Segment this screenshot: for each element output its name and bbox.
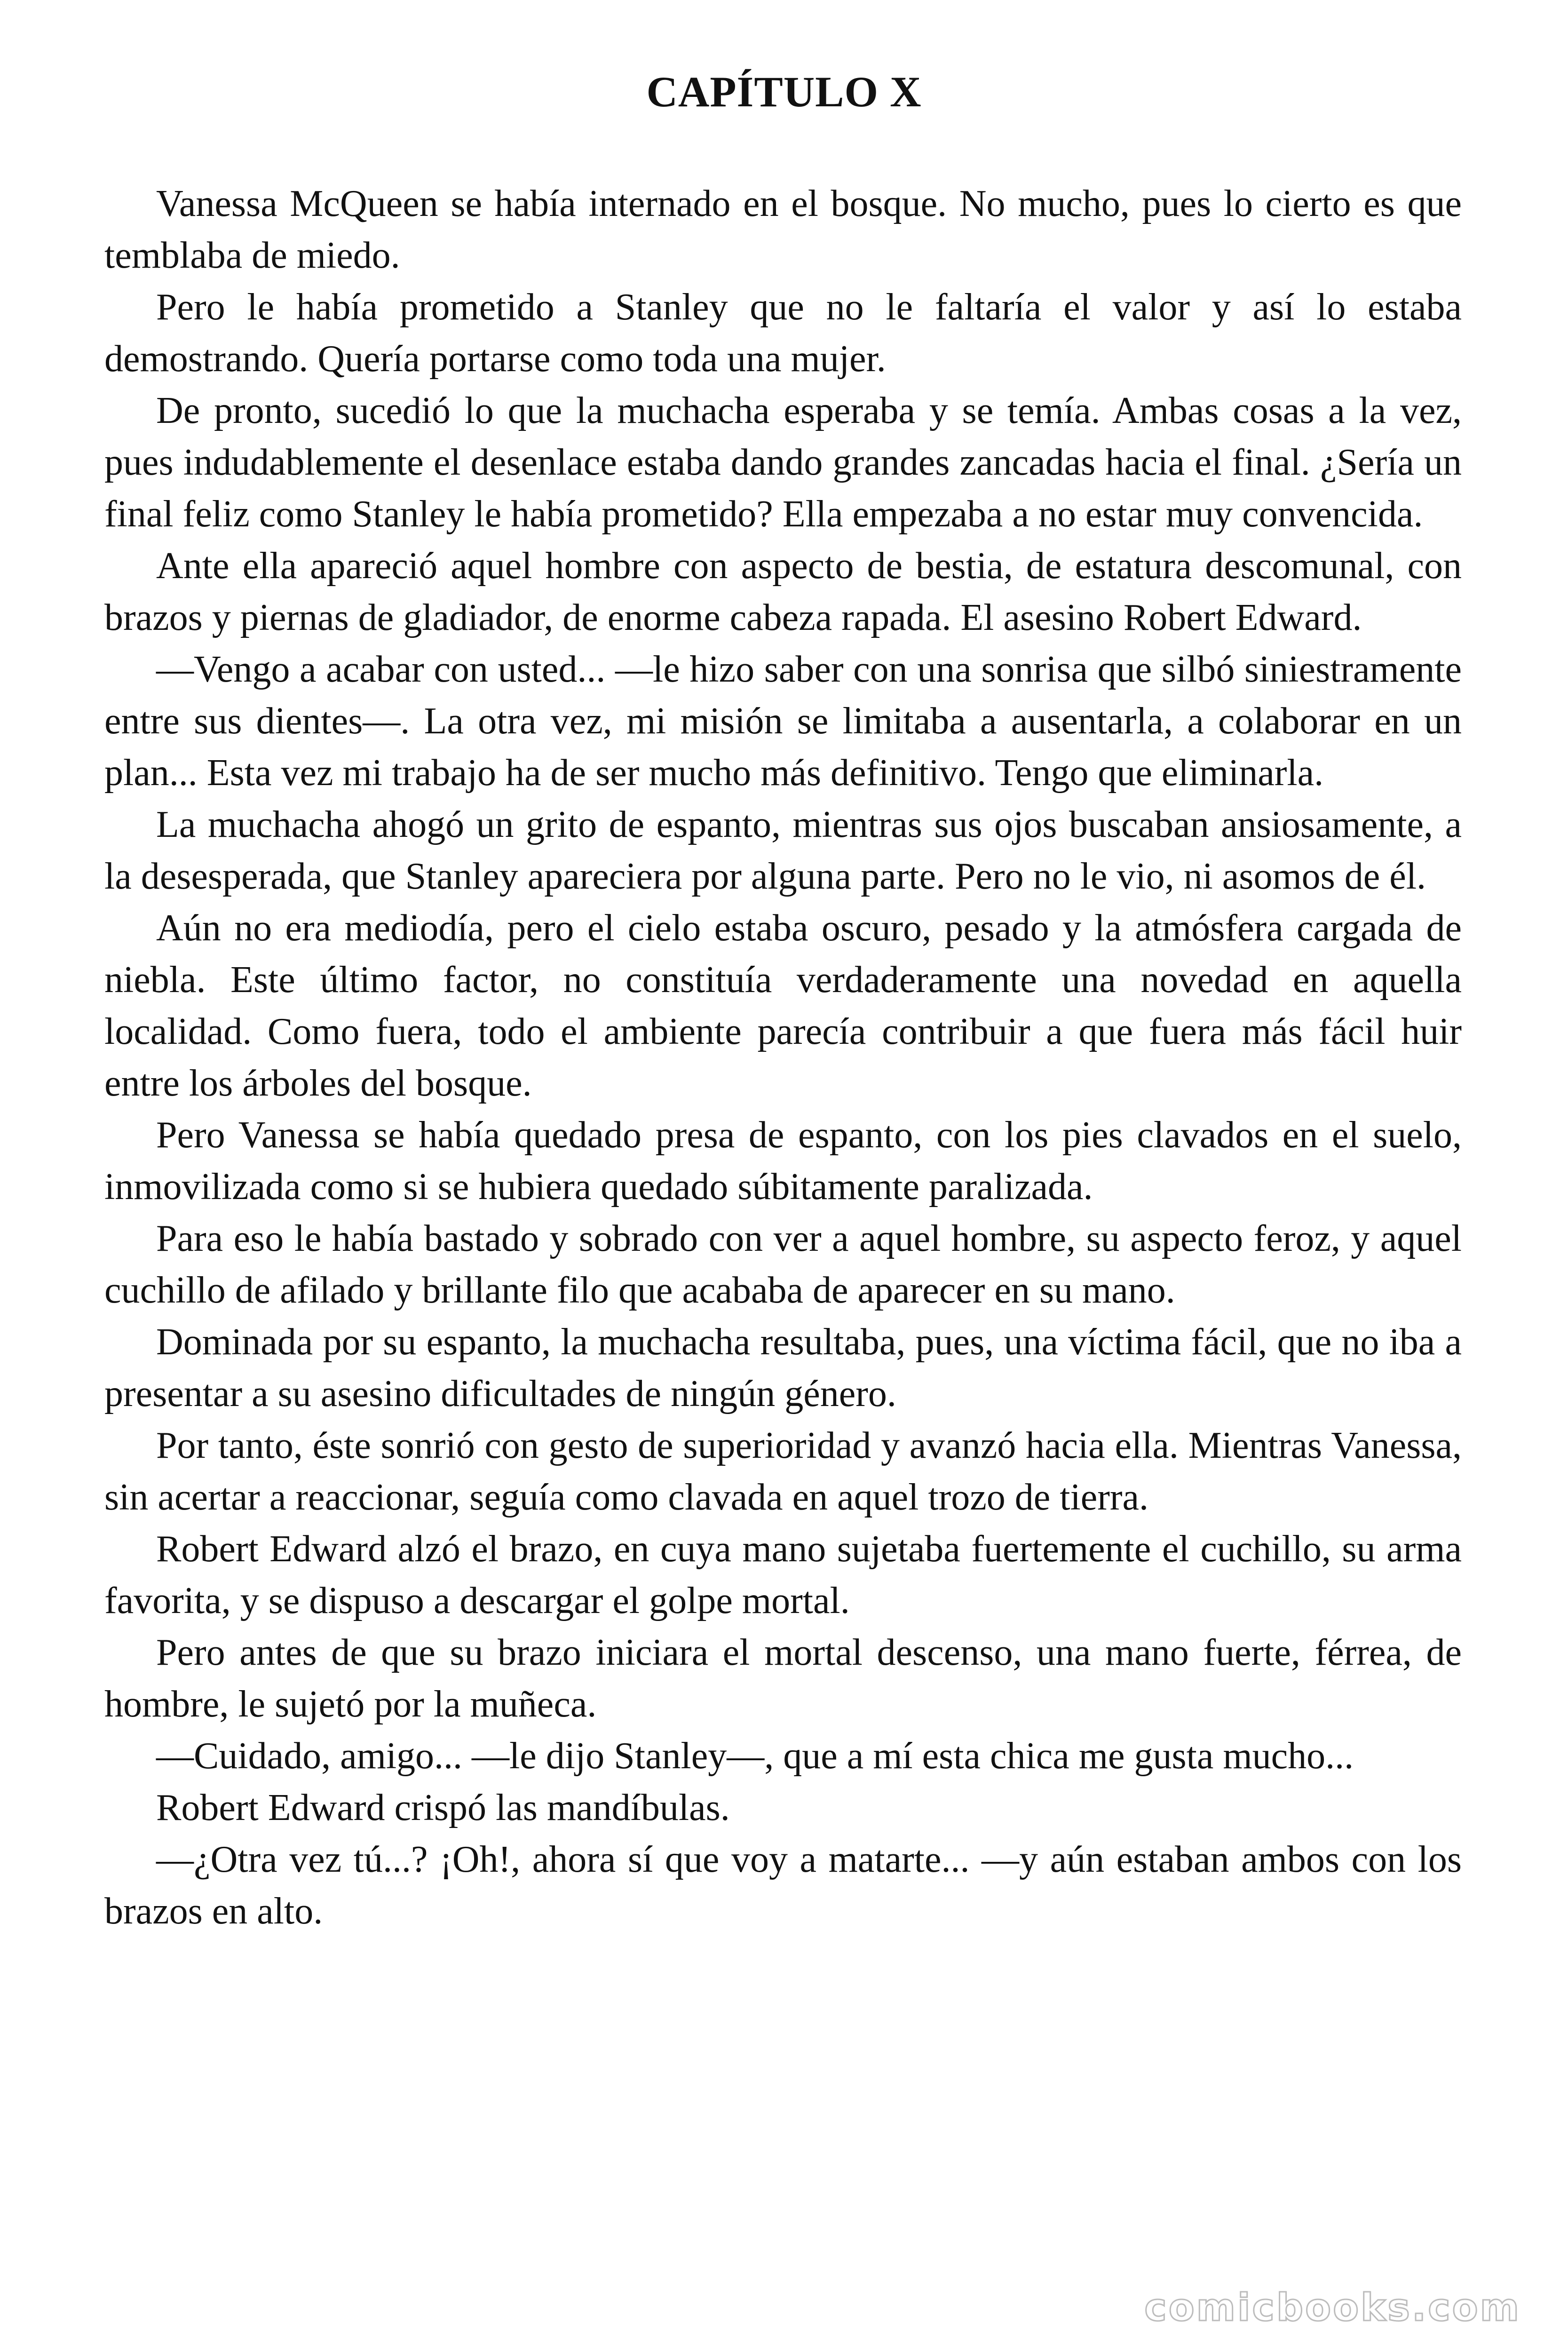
paragraph: —¿Otra vez tú...? ¡Oh!, ahora sí que voy a matarte... —y aún estaban ambos con los brazos en alto.: [104, 1839, 1462, 1932]
paragraph: Robert Edward alzó el brazo, en cuya mano sujetaba fuertemente el cuchillo, su arma favorita, y se dispuso a descargar el golpe mortal.: [104, 1528, 1462, 1621]
paragraph: Aún no era mediodía, pero el cielo estaba oscuro, pesado y la atmósfera cargada de niebla. Este último factor, no constituía verdaderamente una novedad en aquella localidad. Como fuera, todo el ambiente parecía contribuir a que fuera más fácil huir entre los árboles del bosque.: [104, 907, 1462, 1104]
chapter-title: CAPÍTULO X: [646, 68, 922, 116]
paragraph: Por tanto, éste sonrió con gesto de superioridad y avanzó hacia ella. Mientras Vanessa, sin acertar a reaccionar, seguía como clavada en aquel trozo de tierra.: [104, 1425, 1462, 1518]
paragraph: De pronto, sucedió lo que la muchacha esperaba y se temía. Ambas cosas a la vez, pues indudablemente el desenlace estaba dando grandes zancadas hacia el final. ¿Sería un final feliz como Stanley le había prometido? Ella empezaba a no estar muy convencida.: [104, 390, 1462, 535]
paragraph: Robert Edward crispó las mandíbulas.: [156, 1787, 730, 1828]
paragraph: La muchacha ahogó un grito de espanto, mientras sus ojos buscaban ansiosamente, a la desesperada, que Stanley apareciera por alguna parte. Pero no le vio, ni asomos de él.: [104, 804, 1462, 897]
paragraph: —Vengo a acabar con usted... —le hizo saber con una sonrisa que silbó siniestramente entre sus dientes—. La otra vez, mi misión se limitaba a ausentarla, a colaborar en un plan... Esta vez mi trabajo ha de ser mucho más definitivo. Tengo que eliminarla.: [104, 649, 1462, 794]
paragraph: Pero antes de que su brazo iniciara el mortal descenso, una mano fuerte, férrea, de hombre, le sujetó por la muñeca.: [104, 1632, 1462, 1725]
paragraph: Dominada por su espanto, la muchacha resultaba, pues, una víctima fácil, que no iba a presentar a su asesino dificultades de ningún género.: [104, 1321, 1462, 1414]
paragraph: —Cuidado, amigo... —le dijo Stanley—, que a mí esta chica me gusta mucho...: [156, 1735, 1354, 1777]
paragraph: Vanessa McQueen se había internado en el bosque. No mucho, pues lo cierto es que temblaba de miedo.: [104, 183, 1462, 276]
paragraph: Ante ella apareció aquel hombre con aspecto de bestia, de estatura descomunal, con brazos y piernas de gladiador, de enorme cabeza rapada. El asesino Robert Edward.: [104, 545, 1462, 638]
chapter-body: [104, 178, 1462, 1937]
paragraph: Pero le había prometido a Stanley que no le faltaría el valor y así lo estaba demostrando. Quería portarse como toda una mujer.: [104, 286, 1462, 380]
watermark: comicbooks.com: [1144, 2286, 1521, 2329]
paragraph: Para eso le había bastado y sobrado con ver a aquel hombre, su aspecto feroz, y aquel cuchillo de afilado y brillante filo que acababa de aparecer en su mano.: [104, 1218, 1462, 1311]
paragraph: Pero Vanessa se había quedado presa de espanto, con los pies clavados en el suelo, inmovilizada como si se hubiera quedado súbitamente paralizada.: [104, 1114, 1462, 1208]
